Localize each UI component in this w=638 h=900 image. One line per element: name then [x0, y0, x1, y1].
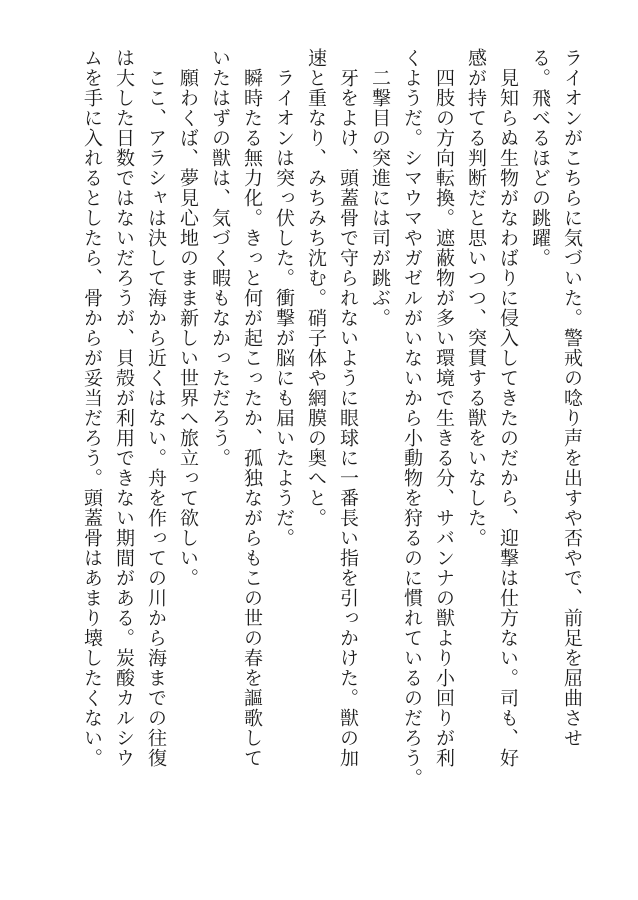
text-line: 牙をよけ、頭蓋骨で守られないように眼球に一番長い指を引っかけた。獣の加: [337, 48, 359, 768]
text-line: いたはずの獣は、気づく暇もなかっただろう。: [209, 48, 231, 468]
text-line: ライオンは突っ伏した。衝撃が脳にも届いたようだ。: [273, 48, 295, 548]
text-line: ここ、アラシャは決して海から近くはない。舟を作っての川から海までの往復: [145, 48, 167, 768]
text-line: 瞬時たる無力化。きっと何が起こったか、孤独ながらもこの世の春を謳歌して: [241, 48, 263, 768]
text-line: 二撃目の突進には司が跳ぶ。: [369, 48, 391, 328]
text-line: くようだ。シマウマやガゼルがいないから小動物を狩るのに慣れているのだろう。: [401, 48, 423, 788]
text-line: 願わくば、夢見心地のまま新しい世界へ旅立って欲しい。: [177, 48, 199, 588]
text-line: る。飛べるほどの跳躍。: [529, 48, 551, 268]
text-line: 四肢の方向転換。遮蔽物が多い環境で生きる分、サバンナの獣より小回りが利: [433, 48, 455, 768]
text-line: は大した日数ではないだろうが、貝殻が利用できない期間がある。炭酸カルシウ: [113, 48, 135, 768]
text-line: ムを手に入れるとしたら、骨からが妥当だろう。頭蓋骨はあまり壊したくない。: [81, 48, 103, 768]
text-line: 感が持てる判断だと思いつつ、突貫する獣をいなした。: [465, 48, 487, 548]
body-text: [76, 48, 588, 848]
text-line: 見知らぬ生物がなわばりに侵入してきたのだから、迎撃は仕方ない。司も、好: [497, 48, 519, 768]
text-line: ライオンがこちらに気づいた。警戒の唸り声を出すや否やで、前足を屈曲させ: [561, 48, 583, 748]
text-line: 速と重なり、みちみち沈む。硝子体や網膜の奥へと。: [305, 48, 327, 528]
